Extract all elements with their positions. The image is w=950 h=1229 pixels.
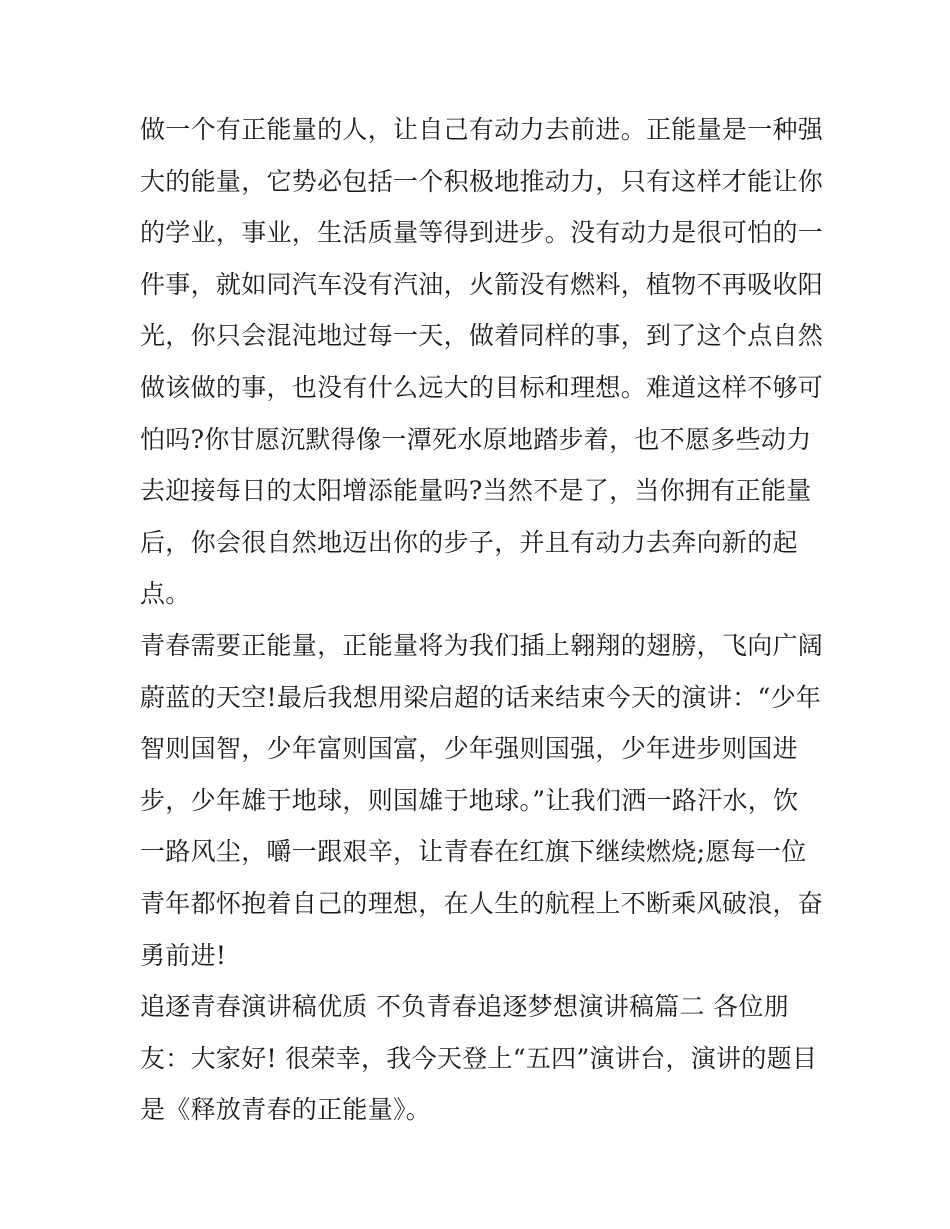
text-line: 勇前进!	[140, 940, 227, 970]
text-line: 大的能量，它势必包括一个积极地推动力，只有这样才能让你	[140, 166, 824, 196]
text-line: 青春需要正能量，正能量将为我们插上翱翔的翅膀，飞向广阔	[140, 630, 824, 660]
text-line: 步，少年雄于地球，则国雄于地球。”让我们洒一路汗水，饮	[140, 785, 799, 815]
text-line: 一路风尘，嚼一跟艰辛，让青春在红旗下继续燃烧;愿每一位	[140, 837, 807, 867]
paragraph	[140, 981, 820, 1136]
text-line: 去迎接每日的太阳增添能量吗?当然不是了，当你拥有正能量	[140, 476, 812, 506]
text-line: 光，你只会混沌地过每一天，做着同样的事，到了这个点自然	[140, 321, 824, 351]
text-line: 件事，就如同汽车没有汽油，火箭没有燃料，植物不再吸收阳	[140, 269, 824, 299]
text-line: 做该做的事，也没有什么远大的目标和理想。难道这样不够可	[140, 372, 824, 402]
text-line: 青年都怀抱着自己的理想，在人生的航程上不断乘风破浪，奋	[140, 888, 824, 918]
text-line: 的学业，事业，生活质量等得到进步。没有动力是很可怕的一	[140, 218, 824, 248]
text-line: 后，你会很自然地迈出你的步子，并且有动力去奔向新的起	[140, 527, 798, 557]
text-line: 怕吗?你甘愿沉默得像一潭死水原地踏步着，也不愿多些动力	[140, 424, 812, 454]
text-line: 蔚蓝的天空!最后我想用梁启超的话来结束今天的演讲：“少年	[140, 682, 822, 712]
text-line: 智则国智，少年富则国富，少年强则国强，少年进步则国进	[140, 734, 798, 764]
text-line: 是《释放青春的正能量》。	[140, 1095, 432, 1125]
text-line: 做一个有正能量的人，让自己有动力去前进。正能量是一种强	[140, 115, 824, 144]
paragraph	[140, 620, 824, 981]
text-line: 追逐青春演讲稿优质 不负青春追逐梦想演讲稿篇二 各位朋	[140, 992, 789, 1022]
text-line: 友：大家好! 很荣幸，我今天登上“五四”演讲台，演讲的题目	[140, 1043, 818, 1073]
text-line: 点。	[140, 579, 191, 609]
document-body	[140, 104, 824, 1136]
paragraph	[140, 104, 824, 620]
